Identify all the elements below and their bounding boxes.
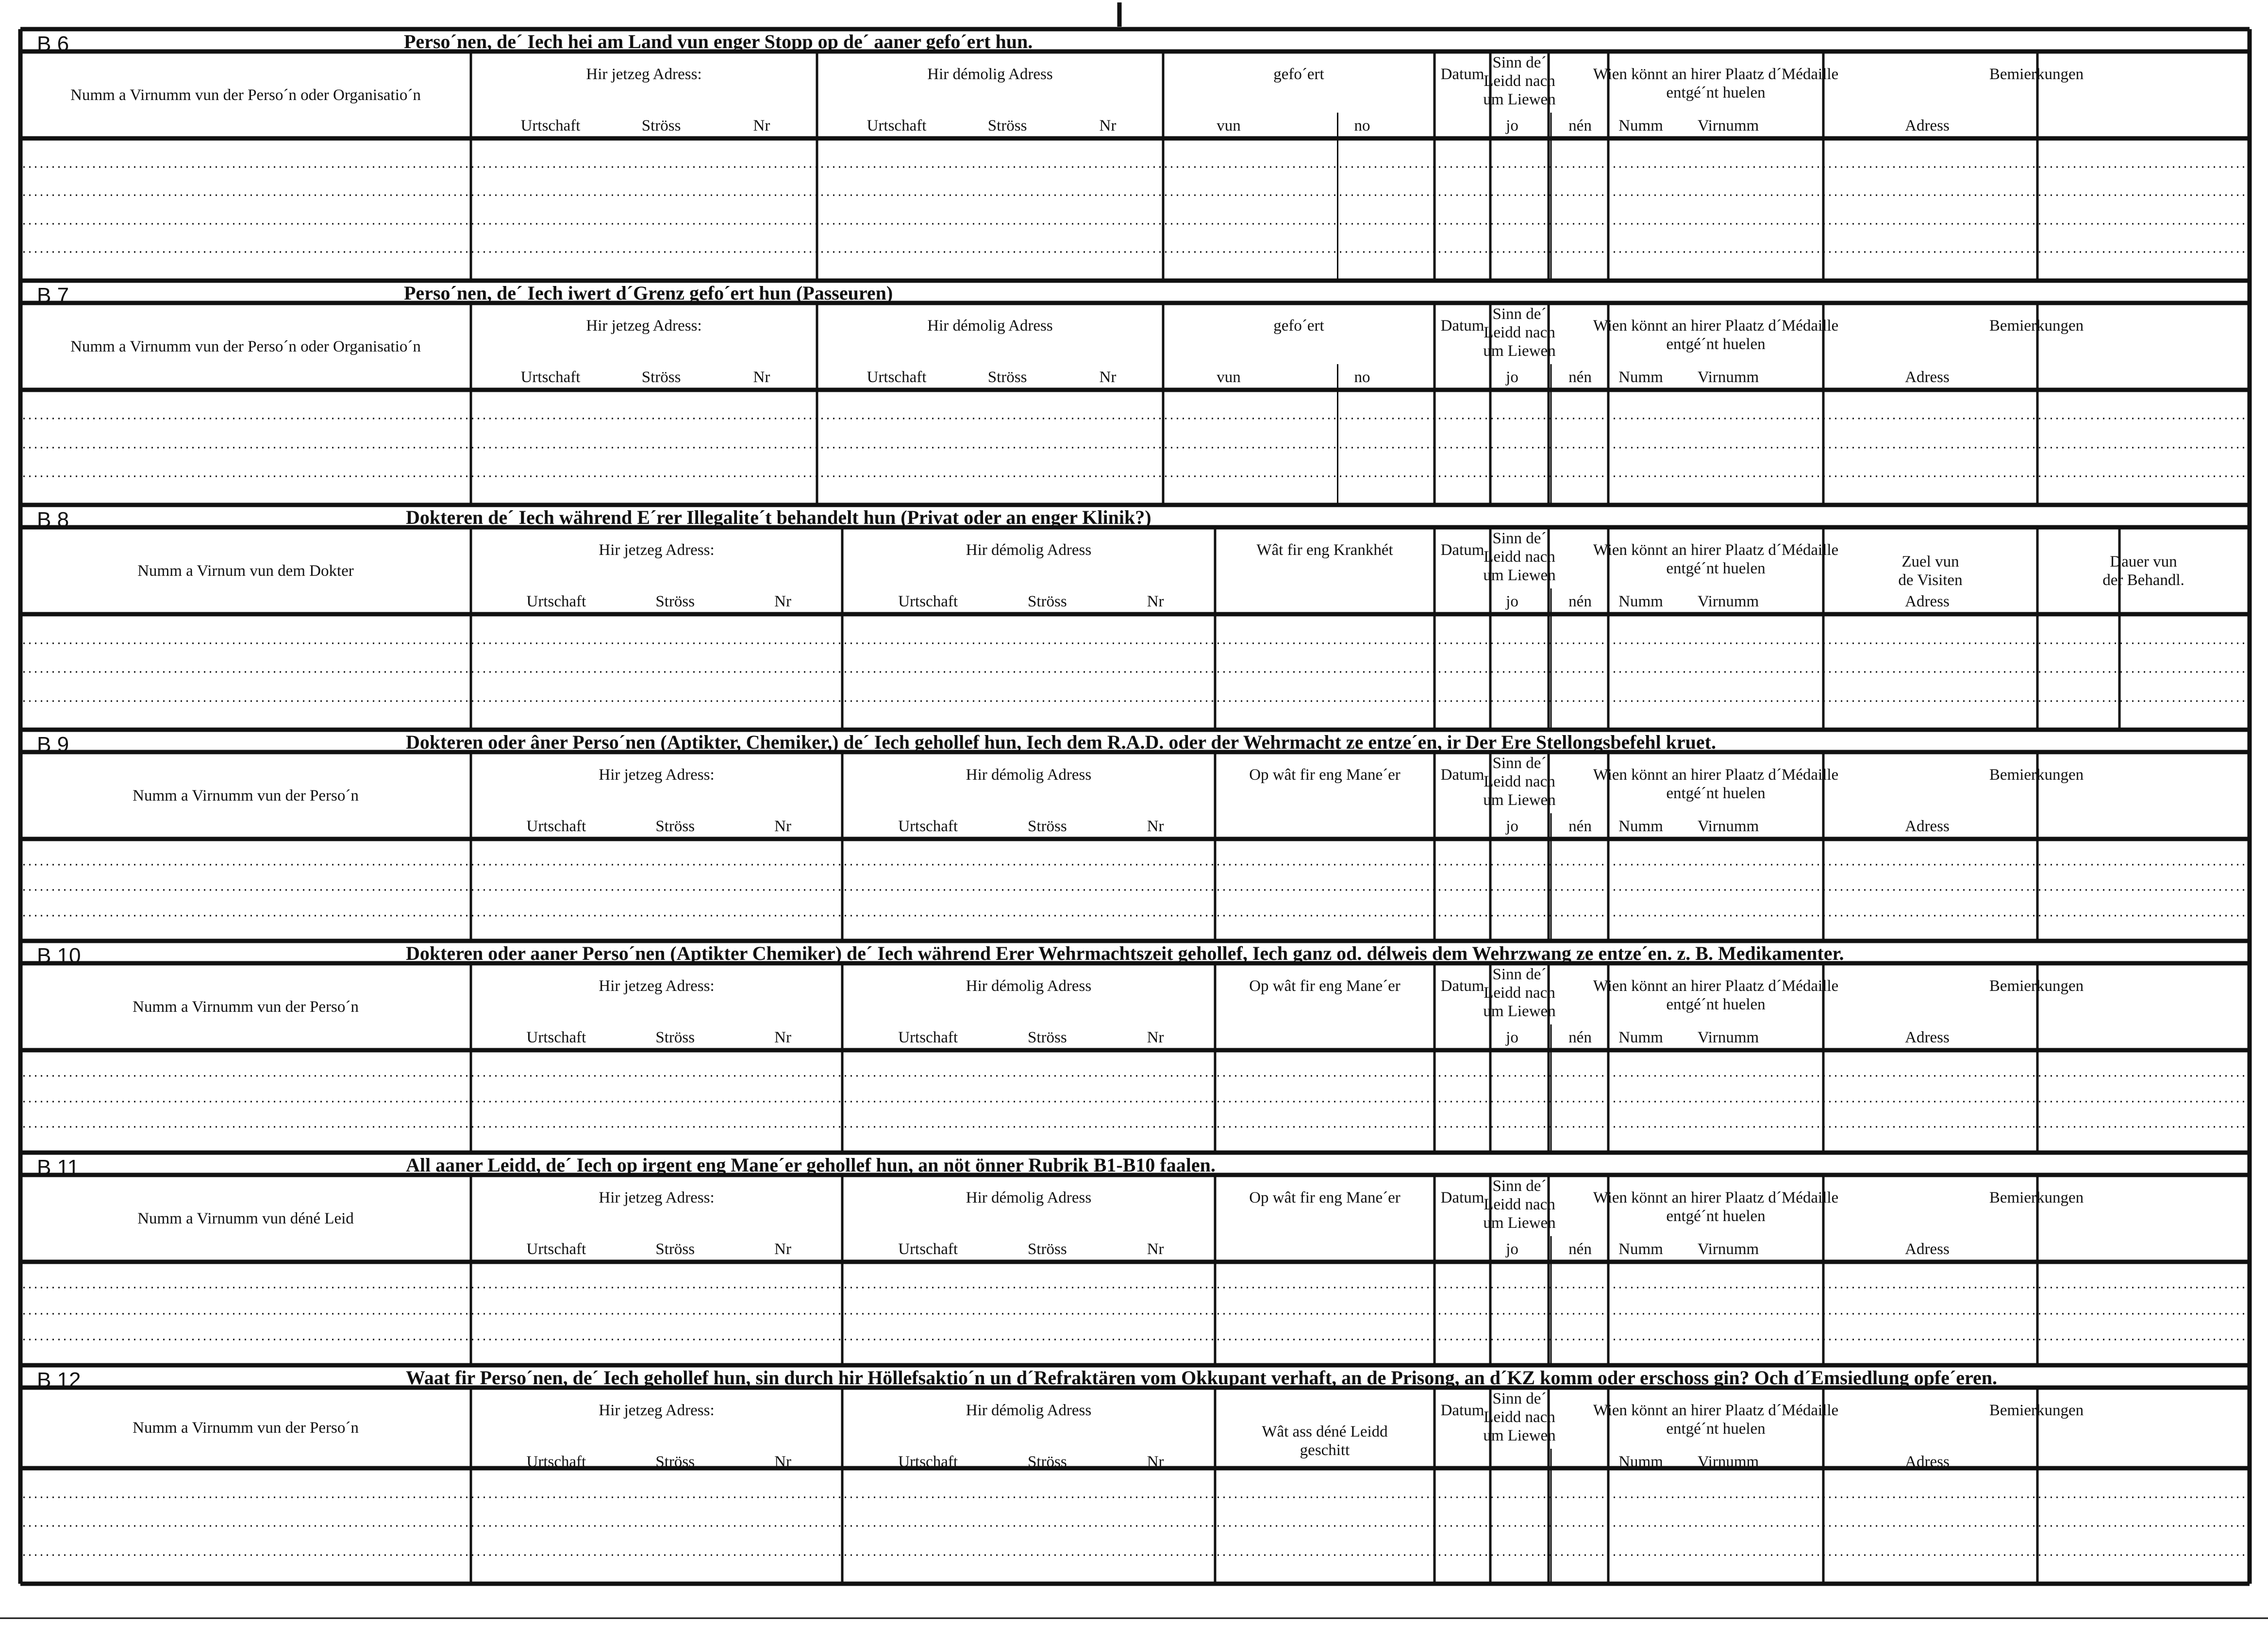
current-address-header: Hir jetzeg Adress: — [599, 1189, 715, 1206]
former-address-header: Hir démolig Adress — [966, 766, 1092, 784]
current-number-label: Nr — [753, 369, 770, 386]
date-header: Datum — [1440, 1402, 1484, 1419]
medal-firstname-label: Virnumm — [1697, 369, 1759, 386]
current-street-label: Ströss — [641, 369, 681, 386]
still-alive-header: Sinn de´ Leidd nach um Liewen — [1483, 754, 1556, 809]
current-address-header: Hir jetzeg Adress: — [599, 1402, 715, 1419]
former-street-label: Ströss — [1028, 1453, 1067, 1471]
medal-name-label: Numm — [1618, 1029, 1663, 1046]
remarks-header: Bemierkungen — [1989, 1402, 2084, 1419]
medal-firstname-label: Virnumm — [1697, 117, 1759, 134]
medal-name-label: Numm — [1618, 369, 1663, 386]
date-header: Datum — [1440, 1189, 1484, 1206]
section-id: B 11 — [37, 1156, 80, 1179]
name-column-header: Numm a Virnumm vun der Perso´n — [133, 1419, 359, 1437]
name-column-header: Numm a Virnumm vun der Perso´n oder Organisatio´n — [70, 337, 421, 355]
current-street-label: Ströss — [655, 1029, 695, 1046]
current-town-label: Urtschaft — [526, 1029, 586, 1046]
still-alive-header: Sinn de´ Leidd nach um Liewen — [1483, 966, 1556, 1020]
treatment-duration-header: Dauer vun der Behandl. — [2102, 553, 2185, 589]
medal-recipient-header: Wien könnt an hirer Plaatz d´Médaille entgé´nt huelen — [1593, 541, 1839, 577]
section-id: B 6 — [37, 32, 69, 56]
date-header: Datum — [1440, 317, 1484, 335]
medal-address-label: Adress — [1905, 593, 1950, 610]
section-title: Dokteren oder âner Perso´nen (Aptikter, Chemiker,) de´ Iech gehollef hun, Iech dem R.A.D. oder der Wehrmacht ze entze´en, ir Der Ere Stellongsbefehl kruet. — [406, 731, 1716, 753]
remarks-header: Bemierkungen — [1989, 1189, 2084, 1206]
manner-header: Op wât fir eng Mane´er — [1249, 977, 1401, 995]
yes-label: jo — [1506, 1240, 1518, 1258]
name-column-header: Numm a Virnumm vun der Perso´n oder Organisatio´n — [70, 86, 421, 104]
date-header: Datum — [1440, 977, 1484, 995]
current-town-label: Urtschaft — [520, 117, 581, 134]
medal-name-label: Numm — [1618, 1240, 1663, 1258]
medal-name-label: Numm — [1618, 593, 1663, 610]
name-column-header: Numm a Virnumm vun der Perso´n — [133, 787, 359, 804]
current-address-header: Hir jetzeg Adress: — [599, 766, 715, 784]
yes-label: jo — [1506, 593, 1518, 610]
illness-header: Wât fir eng Krankhét — [1256, 541, 1393, 559]
section-id: B 10 — [37, 944, 81, 968]
former-town-label: Urtschaft — [898, 1029, 958, 1046]
section-title: Perso´nen, de´ Iech hei am Land vun enger Stopp op de´ aaner gefo´ert hun. — [404, 31, 1033, 52]
section-title: Waat fir Perso´nen, de´ Iech gehollef hun, sin durch hir Höllefsaktio´n un d´Refraktären vom Okkupant verhaft, an de Prisong, an d´KZ komm oder erschoss gin? Och d´Emsiedlung opfe´eren. — [406, 1367, 1997, 1389]
current-town-label: Urtschaft — [526, 1453, 586, 1471]
current-street-label: Ströss — [655, 818, 695, 835]
medal-name-label: Numm — [1618, 117, 1663, 134]
remarks-header: Bemierkungen — [1989, 317, 2084, 335]
former-address-header: Hir démolig Adress — [966, 1189, 1092, 1206]
former-street-label: Ströss — [987, 369, 1027, 386]
yes-label: jo — [1506, 818, 1518, 835]
remarks-header: Bemierkungen — [1989, 66, 2084, 83]
medal-name-label: Numm — [1618, 818, 1663, 835]
former-street-label: Ströss — [1028, 593, 1067, 610]
former-number-label: Nr — [1099, 117, 1117, 134]
to-label: no — [1354, 369, 1370, 386]
current-street-label: Ströss — [655, 593, 695, 610]
no-label: nén — [1568, 369, 1592, 386]
medal-recipient-header: Wien könnt an hirer Plaatz d´Médaille entgé´nt huelen — [1593, 766, 1839, 802]
medal-firstname-label: Virnumm — [1697, 593, 1759, 610]
medal-address-label: Adress — [1905, 1453, 1950, 1471]
current-number-label: Nr — [753, 117, 770, 134]
current-town-label: Urtschaft — [526, 1240, 586, 1258]
still-alive-header: Sinn de´ Leidd nach um Liewen — [1483, 1177, 1556, 1232]
medal-firstname-label: Virnumm — [1697, 1453, 1759, 1471]
from-label: vun — [1217, 117, 1241, 134]
former-number-label: Nr — [1147, 1240, 1164, 1258]
current-street-label: Ströss — [641, 117, 681, 134]
section-id: B 8 — [37, 508, 69, 532]
remarks-header: Bemierkungen — [1989, 766, 2084, 784]
driven-header: gefo´ert — [1273, 66, 1324, 83]
former-town-label: Urtschaft — [867, 117, 927, 134]
visit-count-header: Zuel vun de Visiten — [1898, 553, 1963, 589]
section-title: All aaner Leidd, de´ Iech op irgent eng Mane´er gehollef hun, an nöt önner Rubrik B1-B10 faalen. — [406, 1154, 1216, 1176]
section-title: Perso´nen, de´ Iech iwert d´Grenz gefo´ert hun (Passeuren) — [404, 282, 893, 304]
name-column-header: Numm a Virnum vun dem Dokter — [137, 562, 354, 580]
no-label: nén — [1568, 1029, 1592, 1046]
name-column-header: Numm a Virnumm vun déné Leid — [137, 1209, 354, 1227]
still-alive-header: Sinn de´ Leidd nach um Liewen — [1483, 530, 1556, 584]
medal-firstname-label: Virnumm — [1697, 818, 1759, 835]
medal-address-label: Adress — [1905, 1240, 1950, 1258]
former-address-header: Hir démolig Adress — [966, 1402, 1092, 1419]
name-column-header: Numm a Virnumm vun der Perso´n — [133, 998, 359, 1016]
from-label: vun — [1217, 369, 1241, 386]
former-address-header: Hir démolig Adress — [966, 977, 1092, 995]
current-number-label: Nr — [774, 1029, 792, 1046]
current-address-header: Hir jetzeg Adress: — [599, 541, 715, 559]
yes-label: jo — [1506, 1029, 1518, 1046]
no-label: nén — [1568, 818, 1592, 835]
former-number-label: Nr — [1147, 1453, 1164, 1471]
still-alive-header: Sinn de´ Leidd nach um Liewen — [1483, 305, 1556, 360]
former-number-label: Nr — [1099, 369, 1117, 386]
yes-label: jo — [1506, 117, 1518, 134]
date-header: Datum — [1440, 766, 1484, 784]
still-alive-header: Sinn de´ Leidd nach um Liewen — [1483, 54, 1556, 108]
section-title: Dokteren de´ Iech während E´rer Illegalite´t behandelt hun (Privat oder an enger Klinik?) — [406, 506, 1151, 528]
former-street-label: Ströss — [1028, 1240, 1067, 1258]
medal-recipient-header: Wien könnt an hirer Plaatz d´Médaille entgé´nt huelen — [1593, 66, 1839, 101]
medal-address-label: Adress — [1905, 117, 1950, 134]
medal-address-label: Adress — [1905, 818, 1950, 835]
medal-recipient-header: Wien könnt an hirer Plaatz d´Médaille entgé´nt huelen — [1593, 977, 1839, 1013]
medal-firstname-label: Virnumm — [1697, 1240, 1759, 1258]
former-town-label: Urtschaft — [898, 593, 958, 610]
manner-header: Op wât fir eng Mane´er — [1249, 1189, 1401, 1206]
former-street-label: Ströss — [987, 117, 1027, 134]
former-number-label: Nr — [1147, 818, 1164, 835]
no-label: nén — [1568, 593, 1592, 610]
former-address-header: Hir démolig Adress — [927, 66, 1053, 83]
yes-label: jo — [1506, 369, 1518, 386]
current-number-label: Nr — [774, 818, 792, 835]
current-address-header: Hir jetzeg Adress: — [586, 66, 702, 83]
current-town-label: Urtschaft — [520, 369, 581, 386]
former-number-label: Nr — [1147, 593, 1164, 610]
medal-recipient-header: Wien könnt an hirer Plaatz d´Médaille entgé´nt huelen — [1593, 1402, 1839, 1438]
current-address-header: Hir jetzeg Adress: — [586, 317, 702, 335]
section-title: Dokteren oder aaner Perso´nen (Aptikter Chemiker) de´ Iech während Erer Wehrmachtszeit gehollef, Iech ganz od. délweis dem Wehrzwang ze entze´en. z. B. Medikamenter. — [406, 942, 1844, 964]
still-alive-header: Sinn de´ Leidd nach um Liewen — [1483, 1390, 1556, 1444]
section-id: B 9 — [37, 733, 69, 756]
current-address-header: Hir jetzeg Adress: — [599, 977, 715, 995]
driven-header: gefo´ert — [1273, 317, 1324, 335]
current-town-label: Urtschaft — [526, 818, 586, 835]
current-number-label: Nr — [774, 1453, 792, 1471]
current-number-label: Nr — [774, 593, 792, 610]
date-header: Datum — [1440, 66, 1484, 83]
manner-header: Op wât fir eng Mane´er — [1249, 766, 1401, 784]
section-id: B 7 — [37, 284, 69, 307]
former-town-label: Urtschaft — [898, 1240, 958, 1258]
date-header: Datum — [1440, 541, 1484, 559]
current-number-label: Nr — [774, 1240, 792, 1258]
medal-name-label: Numm — [1618, 1453, 1663, 1471]
medal-recipient-header: Wien könnt an hirer Plaatz d´Médaille entgé´nt huelen — [1593, 1189, 1839, 1225]
former-street-label: Ströss — [1028, 1029, 1067, 1046]
medal-address-label: Adress — [1905, 369, 1950, 386]
current-town-label: Urtschaft — [526, 593, 586, 610]
no-label: nén — [1568, 1240, 1592, 1258]
section-id: B 12 — [37, 1368, 81, 1392]
to-label: no — [1354, 117, 1370, 134]
former-town-label: Urtschaft — [867, 369, 927, 386]
medal-recipient-header: Wien könnt an hirer Plaatz d´Médaille entgé´nt huelen — [1593, 317, 1839, 353]
remarks-header: Bemierkungen — [1989, 977, 2084, 995]
medal-firstname-label: Virnumm — [1697, 1029, 1759, 1046]
no-label: nén — [1568, 117, 1592, 134]
former-street-label: Ströss — [1028, 818, 1067, 835]
current-street-label: Ströss — [655, 1240, 695, 1258]
former-town-label: Urtschaft — [898, 1453, 958, 1471]
former-address-header: Hir démolig Adress — [927, 317, 1053, 335]
former-town-label: Urtschaft — [898, 818, 958, 835]
fate-header: Wât ass déné Leidd geschitt — [1262, 1423, 1388, 1459]
current-street-label: Ströss — [655, 1453, 695, 1471]
medal-address-label: Adress — [1905, 1029, 1950, 1046]
former-address-header: Hir démolig Adress — [966, 541, 1092, 559]
former-number-label: Nr — [1147, 1029, 1164, 1046]
